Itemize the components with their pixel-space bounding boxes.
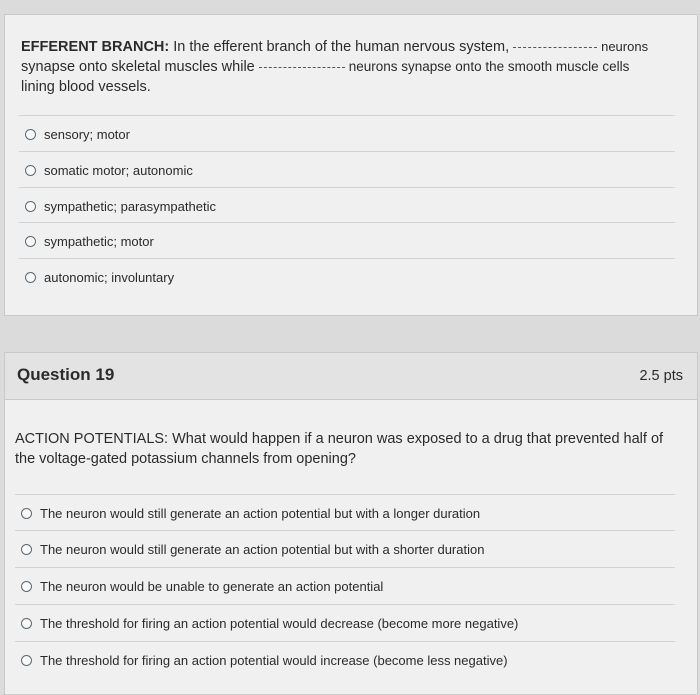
option-threshold-decrease[interactable] [15, 604, 675, 641]
radio-icon[interactable] [21, 655, 32, 666]
option-label: sensory; motor [44, 126, 130, 142]
question-18-card [4, 14, 698, 316]
option-longer-duration[interactable] [15, 494, 675, 531]
option-sympathetic-parasympathetic[interactable] [19, 187, 675, 224]
question-19-prefix: ACTION POTENTIALS: [15, 431, 169, 447]
option-label: The neuron would still generate an action potential but with a longer duration [40, 505, 481, 521]
question-18-line3: lining blood vessels. [21, 79, 151, 95]
question-18-prefix: EFFERENT BRANCH: [21, 39, 170, 55]
question-18-line2-start: synapse onto skeletal muscles while [21, 59, 255, 75]
blank-2 [259, 67, 345, 68]
option-label: autonomic; involuntary [44, 269, 175, 285]
option-sympathetic-motor[interactable] [19, 222, 675, 259]
radio-icon[interactable] [25, 272, 36, 283]
blank-1 [513, 47, 597, 48]
radio-icon[interactable] [25, 129, 36, 140]
option-unable-to-generate[interactable] [15, 567, 675, 604]
radio-icon[interactable] [21, 581, 32, 592]
option-sensory-motor[interactable] [19, 115, 675, 152]
option-label: The threshold for firing an action potential would increase (become less negative) [40, 652, 508, 668]
option-label: The neuron would still generate an action potential but with a shorter duration [40, 541, 485, 557]
option-threshold-increase[interactable] [15, 641, 675, 678]
option-label: The neuron would be unable to generate an action potential [40, 578, 384, 594]
option-label: sympathetic; parasympathetic [44, 198, 216, 214]
radio-icon[interactable] [21, 618, 32, 629]
radio-icon[interactable] [25, 201, 36, 212]
radio-icon[interactable] [25, 236, 36, 247]
question-19-body: What would happen if a neuron was exposed to a drug that prevented half of the voltage-gated potassium channels from opening? [15, 431, 664, 467]
radio-icon[interactable] [25, 165, 36, 176]
question-18-line2-end: neurons synapse onto the smooth muscle cells [348, 59, 630, 74]
option-label: sympathetic; motor [44, 233, 154, 249]
question-18-text [21, 37, 677, 97]
option-label: The threshold for firing an action potential would decrease (become more negative) [40, 615, 519, 631]
radio-icon[interactable] [21, 508, 32, 519]
question-18-line1: In the efferent branch of the human nervous system, [173, 39, 510, 55]
question-points: 2.5 pts [639, 368, 683, 384]
option-shorter-duration[interactable] [15, 530, 675, 567]
question-title: Question 19 [17, 365, 115, 384]
option-somatic-autonomic[interactable] [19, 151, 675, 188]
option-autonomic-involuntary[interactable] [19, 258, 675, 295]
option-label: somatic motor; autonomic [44, 162, 193, 178]
question-19-text [15, 429, 673, 469]
question-18-line1-end: neurons [601, 39, 649, 54]
question-header [5, 353, 697, 400]
radio-icon[interactable] [21, 544, 32, 555]
question-19-card [4, 352, 698, 695]
